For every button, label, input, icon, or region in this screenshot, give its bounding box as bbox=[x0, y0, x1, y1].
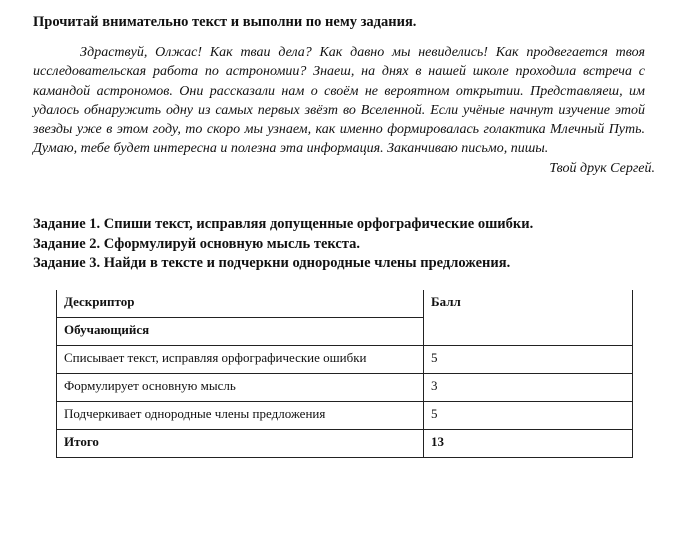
table-row bbox=[57, 402, 633, 430]
header-descriptor: Дескриптор bbox=[57, 290, 424, 318]
assessment-table bbox=[56, 290, 633, 458]
score-cell: 5 bbox=[424, 346, 633, 374]
header-score: Балл bbox=[424, 290, 633, 346]
group-label-cell: Обучающийся bbox=[57, 318, 424, 346]
letter-text-block bbox=[33, 43, 655, 178]
task-1: Задание 1. Спиши текст, исправляя допущенные орфографические ошибки. bbox=[33, 216, 534, 232]
descriptor-cell: Подчеркивает однородные члены предложения bbox=[57, 402, 424, 430]
table-total-row bbox=[57, 430, 633, 458]
task-list bbox=[33, 215, 533, 274]
total-score-cell: 13 bbox=[424, 430, 633, 458]
descriptor-cell: Списывает текст, исправляя орфографические ошибки bbox=[57, 346, 424, 374]
score-cell: 5 bbox=[424, 402, 633, 430]
letter-signature: Твой друк Сергей. bbox=[549, 160, 655, 176]
task-3: Задание 3. Найди в тексте и подчеркни однородные члены предложения. bbox=[33, 255, 511, 271]
table-row bbox=[57, 346, 633, 374]
total-label-cell: Итого bbox=[57, 430, 424, 458]
score-cell: 3 bbox=[424, 374, 633, 402]
worksheet-heading: Прочитай внимательно текст и выполни по нему задания. bbox=[33, 14, 417, 30]
task-2: Задание 2. Сформулируй основную мысль текста. bbox=[33, 235, 361, 252]
table-row bbox=[57, 374, 633, 402]
descriptor-cell: Формулирует основную мысль bbox=[57, 374, 424, 402]
table-header-row bbox=[57, 290, 633, 318]
letter-body: Здраствуй, Олжас! Как тваи дела? Как давно мы невиделись! Как продвегается твоя исследовательская работа по астрономии? Знаеш, на днях в нашей школе проходила встреча с камандой астрономов. Они рассказали нам о своём не вероятном открытии. Представляеш, им удалось обнаружить одну из самых первых звёзт во Вселенной. Если учёные начнут изучение этой звезды уже в этом году, то скоро мы узнаем, как именно формировалась голактика Млечный Путь. Думаю, тебе будет интересна и полезна эта информация. Заканчиваю письмо, пишы. bbox=[33, 45, 645, 157]
